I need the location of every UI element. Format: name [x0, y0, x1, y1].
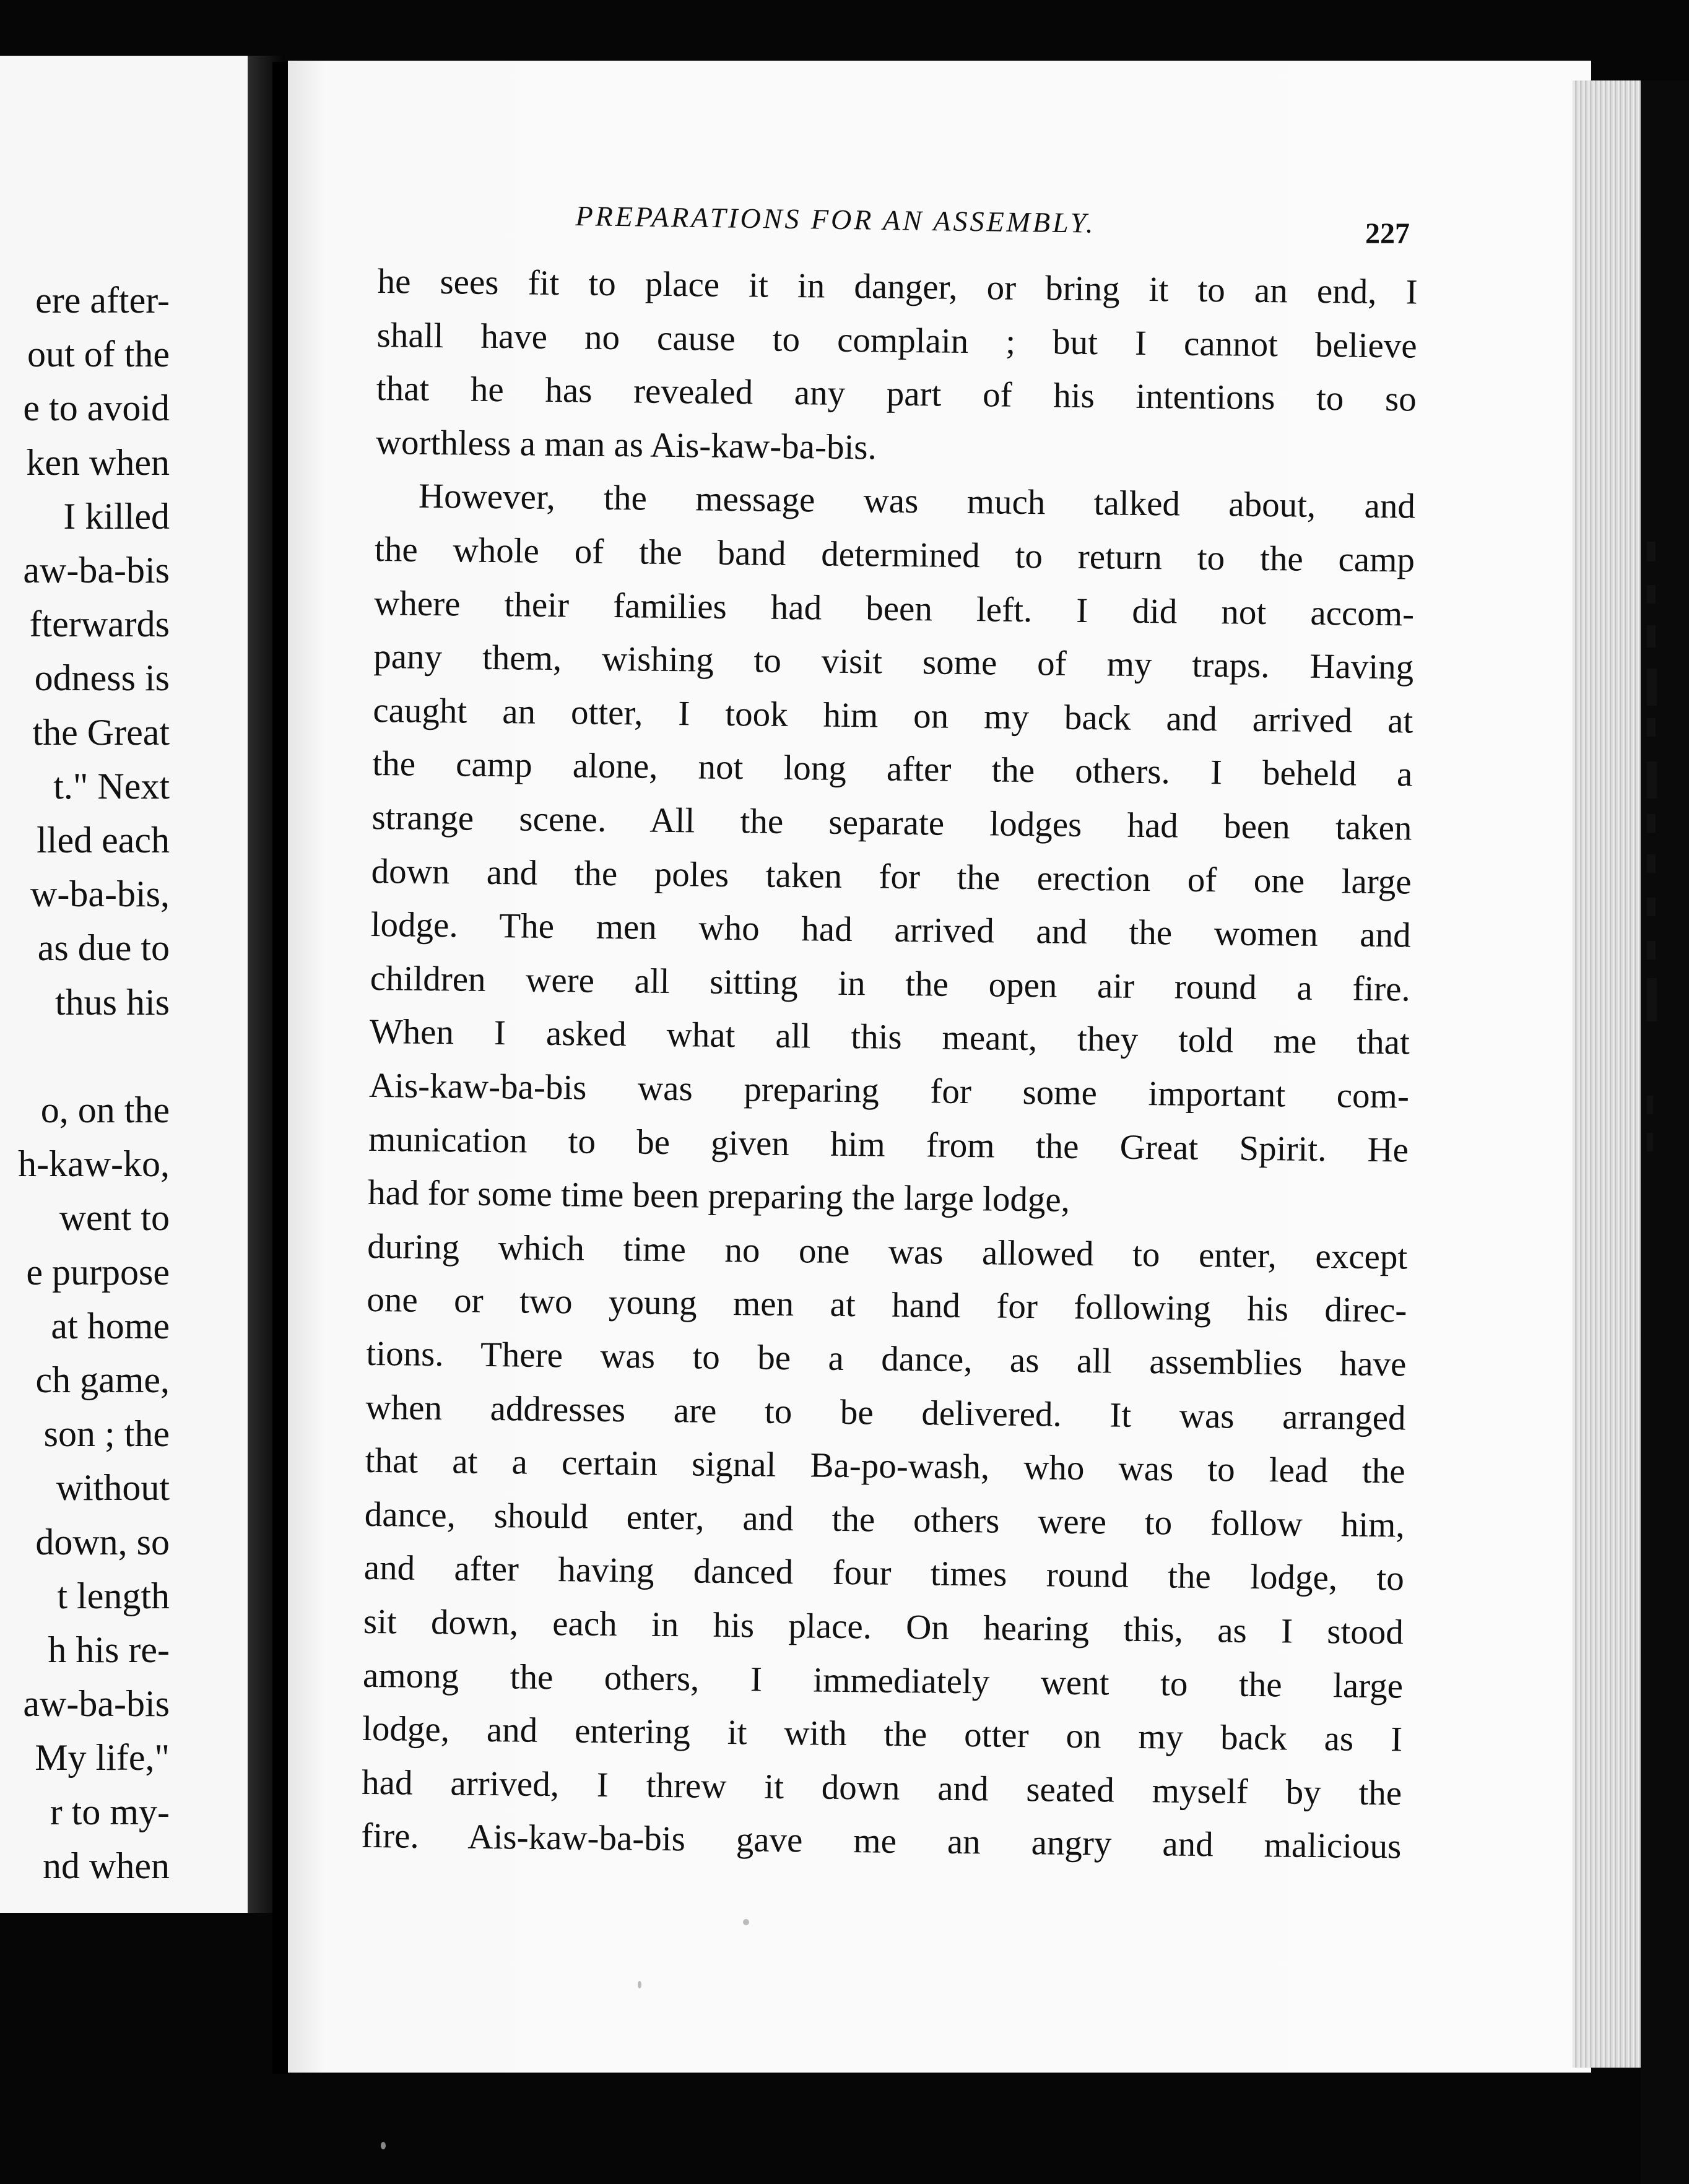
text-line: When I asked what all this meant, they told me that — [369, 1012, 1410, 1062]
text-line: children were all sitting in the open air round a fire. — [370, 958, 1411, 1009]
left-page-line: aw-ba-bis — [23, 550, 170, 591]
left-page — [0, 56, 251, 1913]
scan-background-edge — [1641, 80, 1689, 2184]
text-line: caught an otter, I took him on my back and arrived at — [373, 690, 1413, 741]
text-line: the whole of the band determined to return to the camp — [374, 529, 1415, 580]
edge-mark — [1647, 854, 1656, 873]
edge-mark — [1647, 941, 1656, 960]
text-line: worthless a man as Ais-kaw-ba-bis. — [375, 422, 877, 467]
left-page-line: as due to — [37, 927, 170, 969]
left-page-line: went to — [59, 1197, 170, 1239]
text-line: Ais-kaw-ba-bis was preparing for some important com- — [368, 1065, 1410, 1116]
scan-speck — [381, 2142, 386, 2149]
scan-speck — [743, 1919, 749, 1925]
text-line: when addresses are to be delivered. It was arranged — [365, 1387, 1406, 1438]
text-line: lodge. The men who had arrived and the women and — [370, 905, 1411, 955]
left-page-line: down, so — [35, 1521, 170, 1562]
text-line: that he has revealed any part of his intentions to so — [376, 369, 1417, 419]
text-line: shall have no cause to complain ; but I cannot believe — [376, 315, 1417, 366]
text-line: lodge, and entering it with the otter on my back as I — [362, 1709, 1403, 1759]
left-page-line: My life," — [35, 1737, 170, 1779]
left-page-line: fterwards — [29, 604, 170, 645]
running-head: PREPARATIONS FOR AN ASSEMBLY. — [575, 199, 1096, 239]
text-line: fire. Ais-kaw-ba-bis gave me an angry and malicious — [361, 1816, 1402, 1866]
left-page-line: lled each — [37, 820, 170, 860]
text-line: pany them, wishing to visit some of my traps. Having — [373, 637, 1414, 687]
text-line: tions. There was to be a dance, as all assemblies have — [366, 1333, 1407, 1384]
left-page-line: e to avoid — [23, 388, 170, 429]
left-page-line: without — [56, 1467, 170, 1509]
left-page-line: I killed — [63, 495, 170, 537]
left-page-line: at home — [51, 1305, 170, 1346]
left-page-line: son ; the — [43, 1413, 170, 1455]
text-line: sit down, each in his place. On hearing this, as I stood — [363, 1601, 1404, 1652]
edge-mark — [1647, 625, 1656, 648]
left-page-line: out of the — [27, 334, 170, 375]
left-page-line: aw-ba-bis — [23, 1683, 170, 1725]
left-page-line: e purpose — [26, 1251, 170, 1293]
left-page-line: t length — [57, 1575, 170, 1616]
text-line: among the others, I immediately went to the large — [362, 1655, 1404, 1706]
left-page-line: w-ba-bis, — [30, 873, 170, 915]
left-page-line: the Great — [32, 711, 170, 753]
text-line: strange scene. All the separate lodges had been taken — [371, 797, 1412, 848]
edge-mark — [1647, 669, 1657, 706]
left-page-line: ch game, — [35, 1359, 170, 1400]
text-line: had for some time been preparing the large lodge, — [367, 1173, 1070, 1220]
edge-mark — [1647, 718, 1656, 737]
edge-mark — [1647, 542, 1656, 561]
page-edges — [1573, 80, 1641, 2068]
page-number: 227 — [1365, 217, 1410, 250]
text-line: munication to be given him from the Great Spirit. He — [368, 1119, 1409, 1170]
text-line: one or two young men at hand for following his direc- — [367, 1280, 1407, 1330]
left-page-line: r to my- — [50, 1791, 170, 1832]
left-page-line: thus his — [54, 981, 170, 1023]
text-line: down and the poles taken for the erection of one large — [371, 851, 1412, 902]
left-page-line: nd when — [43, 1845, 170, 1886]
text-line: dance, should enter, and the others were to follow him, — [364, 1494, 1405, 1545]
text-line: had arrived, I threw it down and seated myself by the — [361, 1762, 1402, 1813]
edge-mark — [1647, 1096, 1653, 1114]
text-line: that at a certain signal Ba-po-wash, who was to lead the — [365, 1441, 1405, 1491]
left-page-line: o, on the — [40, 1090, 170, 1130]
edge-mark — [1647, 898, 1656, 916]
left-page-line: h-kaw-ko, — [18, 1143, 170, 1185]
edge-mark — [1647, 814, 1656, 833]
text-line: during which time no one was allowed to enter, except — [367, 1226, 1408, 1277]
scan-speck — [638, 1981, 641, 1988]
edge-mark — [1647, 585, 1656, 604]
left-page-line: ken when — [26, 441, 170, 483]
edge-mark — [1647, 1133, 1653, 1151]
text-line: and after having danced four times round the lodge, to — [363, 1548, 1405, 1598]
left-page-line: h his re- — [48, 1629, 170, 1670]
text-line: where their families had been left. I did not accom- — [373, 583, 1415, 634]
left-page-line: ere after- — [35, 280, 170, 321]
edge-mark — [1647, 761, 1657, 799]
text-line: the camp alone, not long after the others. I beheld a — [372, 744, 1413, 794]
left-page-line: t." Next — [53, 765, 170, 807]
edge-mark — [1647, 978, 1657, 1021]
text-line: However, the message was much talked about, and — [418, 477, 1416, 526]
text-line: he sees fit to place it in danger, or bring it to an end, I — [377, 261, 1418, 312]
left-page-line: odness is — [34, 657, 170, 699]
